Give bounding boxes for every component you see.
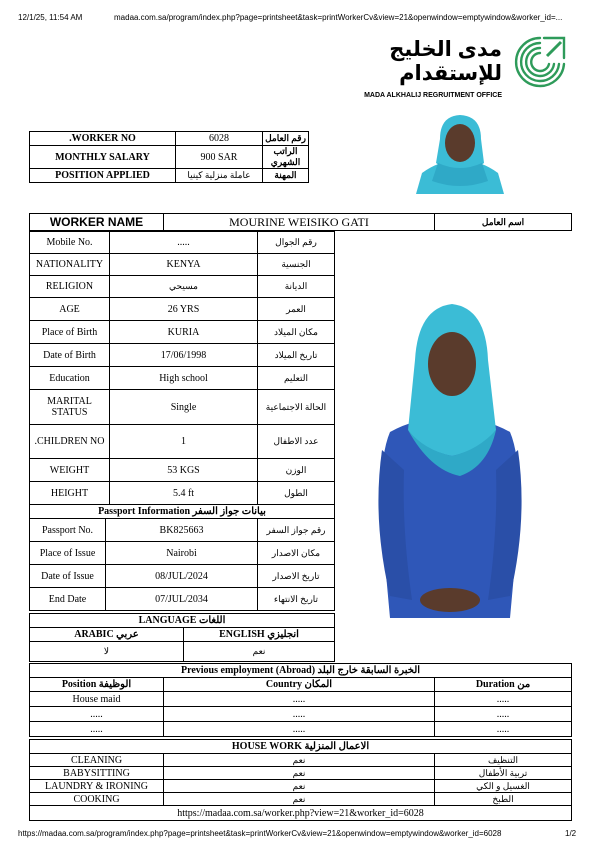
house-work-value: نعم	[164, 780, 435, 793]
house-work-skill: COOKING	[30, 793, 164, 806]
employment-country: .....	[164, 722, 435, 737]
language-title: LANGUAGE اللغات	[30, 614, 335, 628]
passport-label-ar: تاريخ الانتهاء	[258, 588, 335, 611]
detail-label-ar: رقم الجوال	[258, 232, 335, 254]
passport-label: End Date	[30, 588, 106, 611]
employment-duration: .....	[435, 707, 572, 722]
worker-name-label: WORKER NAME	[30, 214, 164, 231]
language-english-header: ENGLISH انجليزي	[184, 628, 335, 642]
worker-name-label-ar: اسم العامل	[435, 214, 572, 231]
passport-label: Place of Issue	[30, 542, 106, 565]
detail-label-ar: الطول	[258, 482, 335, 505]
detail-label-ar: الجنسية	[258, 254, 335, 276]
employment-title: Previous employment (Abroad) الخبرة السابقة خارج البلد	[30, 664, 572, 678]
worker-photo-large	[360, 300, 540, 618]
house-work-value: نعم	[164, 767, 435, 780]
print-url: madaa.com.sa/program/index.php?page=printsheet&task=printWorkerCv&view=21&openwindow=emptywindow&worker_id=...	[114, 13, 563, 22]
worker-name-table	[29, 213, 572, 231]
employment-duration: .....	[435, 692, 572, 707]
house-work-skill-ar: تربية الأطفال	[435, 767, 572, 780]
details-table	[29, 231, 335, 505]
summary-label-ar: المهنة	[263, 169, 309, 183]
employment-country: .....	[164, 707, 435, 722]
detail-label: Date of Birth	[30, 344, 110, 367]
summary-label-ar: رقم العامل	[263, 132, 309, 146]
detail-value: 26 YRS	[110, 298, 258, 321]
house-work-skill: BABYSITTING	[30, 767, 164, 780]
detail-value: 1	[110, 425, 258, 459]
passport-table	[29, 504, 335, 611]
employment-position: .....	[30, 722, 164, 737]
employment-position: .....	[30, 707, 164, 722]
detail-label-ar: عدد الاطفال	[258, 425, 335, 459]
house-work-skill: CLEANING	[30, 754, 164, 767]
house-work-title: HOUSE WORK الاعمال المنزلية	[30, 740, 572, 754]
passport-value: BK825663	[106, 519, 258, 542]
company-logo	[352, 38, 502, 99]
detail-label: Place of Birth	[30, 321, 110, 344]
passport-value: 08/JUL/2024	[106, 565, 258, 588]
detail-label-ar: التعليم	[258, 367, 335, 390]
summary-label: .WORKER NO	[30, 132, 176, 146]
passport-title: Passport Information بيانات جواز السفر	[30, 505, 335, 519]
detail-label-ar: مكان الميلاد	[258, 321, 335, 344]
employment-col-country: Country المكان	[164, 678, 435, 692]
detail-value: High school	[110, 367, 258, 390]
language-english-value: نعم	[184, 642, 335, 662]
detail-label-ar: تاريخ الميلاد	[258, 344, 335, 367]
employment-duration: .....	[435, 722, 572, 737]
logo-mark-icon	[511, 34, 569, 90]
employment-table	[29, 663, 572, 737]
detail-value: .....	[110, 232, 258, 254]
worker-portrait-small	[408, 111, 512, 194]
detail-value: مسيحي	[110, 276, 258, 298]
logo-english-name: MADA ALKHALIJ REGRUITMENT OFFICE	[364, 92, 502, 99]
summary-value: 900 SAR	[176, 146, 263, 169]
house-work-skill-ar: الغسيل و الكي	[435, 780, 572, 793]
detail-value: 17/06/1998	[110, 344, 258, 367]
summary-label-ar: الراتب الشهري	[263, 146, 309, 169]
detail-value: 53 KGS	[110, 459, 258, 482]
detail-label: NATIONALITY	[30, 254, 110, 276]
house-work-skill-ar: الطبخ	[435, 793, 572, 806]
house-work-table	[29, 739, 572, 821]
detail-value: KENYA	[110, 254, 258, 276]
print-datetime: 12/1/25, 11:54 AM	[18, 13, 83, 22]
passport-label-ar: تاريخ الاصدار	[258, 565, 335, 588]
passport-label-ar: مكان الاصدار	[258, 542, 335, 565]
detail-label: WEIGHT	[30, 459, 110, 482]
house-work-skill: LAUNDRY & IRONING	[30, 780, 164, 793]
employment-col-duration: Duration من	[435, 678, 572, 692]
detail-label-ar: العمر	[258, 298, 335, 321]
logo-arabic-name: مدى الخليج للإستقدام	[389, 38, 502, 85]
summary-label: POSITION APPLIED	[30, 169, 176, 183]
detail-label: .CHILDREN NO	[30, 425, 110, 459]
language-arabic-value: لا	[30, 642, 184, 662]
passport-value: Nairobi	[106, 542, 258, 565]
detail-value: Single	[110, 390, 258, 425]
passport-label: Passport No.	[30, 519, 106, 542]
summary-table	[29, 131, 309, 183]
employment-position: House maid	[30, 692, 164, 707]
worker-profile-link[interactable]: https://madaa.com.sa/worker.php?view=21&worker_id=6028	[30, 806, 572, 821]
summary-value: عاملة منزلية كينيا	[176, 169, 263, 183]
detail-label: AGE	[30, 298, 110, 321]
print-footer-url: https://madaa.com.sa/program/index.php?page=printsheet&task=printWorkerCv&view=21&openwindow=emptywindow&worker_id=6028	[18, 829, 502, 838]
passport-label-ar: رقم جواز السفر	[258, 519, 335, 542]
house-work-value: نعم	[164, 754, 435, 767]
house-work-value: نعم	[164, 793, 435, 806]
detail-label: Education	[30, 367, 110, 390]
detail-label: RELIGION	[30, 276, 110, 298]
detail-label: Mobile No.	[30, 232, 110, 254]
language-table	[29, 613, 335, 662]
summary-value: 6028	[176, 132, 263, 146]
passport-value: 07/JUL/2034	[106, 588, 258, 611]
passport-label: Date of Issue	[30, 565, 106, 588]
detail-label-ar: الديانة	[258, 276, 335, 298]
detail-label: MARITAL STATUS	[30, 390, 110, 425]
print-page-number: 1/2	[565, 829, 577, 838]
summary-label: MONTHLY SALARY	[30, 146, 176, 169]
detail-value: KURIA	[110, 321, 258, 344]
house-work-skill-ar: التنظيف	[435, 754, 572, 767]
detail-label-ar: الوزن	[258, 459, 335, 482]
detail-label: HEIGHT	[30, 482, 110, 505]
language-arabic-header: ARABIC عربي	[30, 628, 184, 642]
employment-col-position: Position الوظيفة	[30, 678, 164, 692]
detail-label-ar: الحالة الاجتماعية	[258, 390, 335, 425]
detail-value: 5.4 ft	[110, 482, 258, 505]
employment-country: .....	[164, 692, 435, 707]
worker-name-value: MOURINE WEISIKO GATI	[164, 214, 435, 231]
